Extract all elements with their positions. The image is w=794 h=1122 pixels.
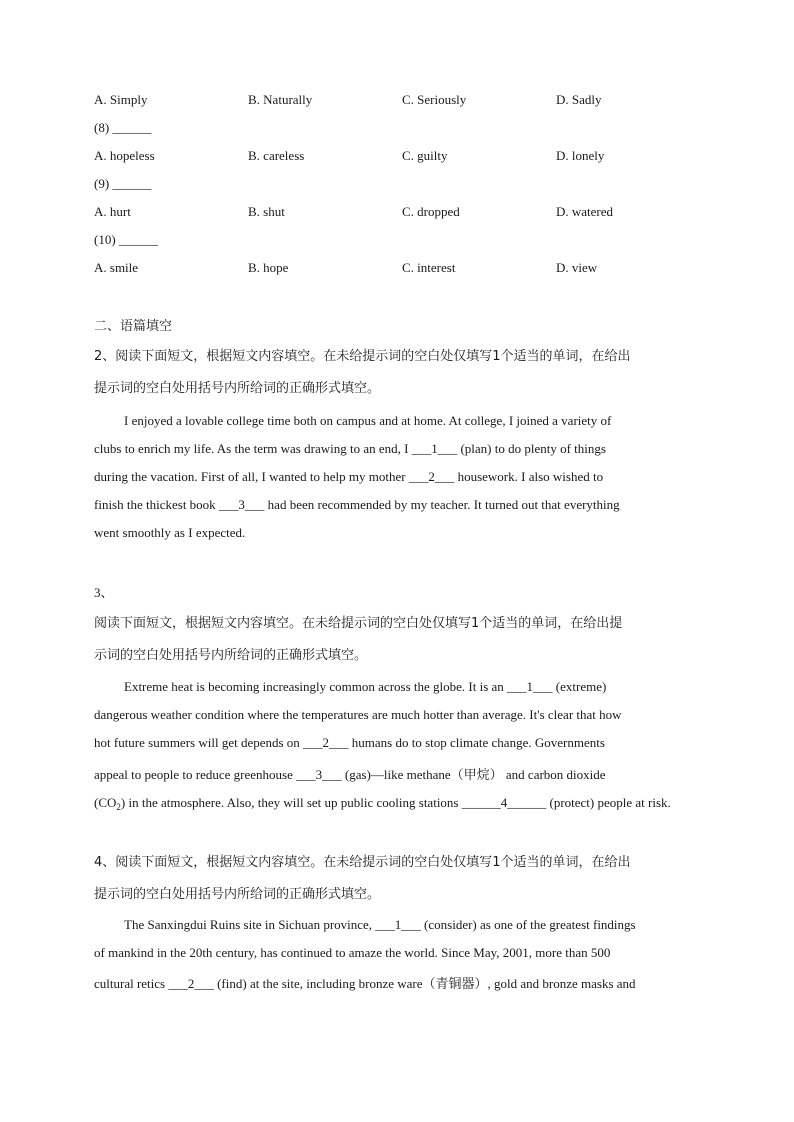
passage-line: hot future summers will get depends on ___2___ humans do to stop climate change. Governments: [94, 735, 605, 750]
passage-line: appeal to people to reduce greenhouse ___3___ (gas)—like methane（甲烷） and carbon dioxide: [94, 767, 606, 782]
option-b: B. shut: [248, 204, 285, 219]
option-a: A. Simply: [94, 92, 148, 107]
option-a: A. hopeless: [94, 148, 155, 163]
passage-line: cultural retics ___2___ (find) at the site, including bronze ware（青铜器）, gold and bronze masks and: [94, 976, 636, 991]
passage-text: ) in the atmosphere. Also, they will set up public cooling stations ______4______ (protect) people at risk.: [120, 795, 671, 810]
subscript-text: 2: [116, 802, 121, 812]
section-title: 二、语篇填空: [94, 319, 173, 334]
question-10-label: (10) ______: [94, 232, 158, 247]
option-d: D. watered: [556, 204, 614, 219]
passage-line: Extreme heat is becoming increasingly common across the globe. It is an ___1___ (extreme): [124, 679, 607, 694]
passage-text: (CO: [94, 795, 117, 810]
option-a: A. smile: [94, 260, 139, 275]
q3-instruction-line2: 示词的空白处用括号内所给词的正确形式填空。: [94, 648, 368, 663]
question-8-label: (8) ______: [94, 120, 152, 135]
q3-instruction-line1: 阅读下面短文，根据短文内容填空。在未给提示词的空白处仅填写1个适当的单词，在给出提: [94, 616, 623, 631]
option-c: C. dropped: [402, 204, 460, 219]
passage-line: dangerous weather condition where the temperatures are much hotter than average. It's clear that how: [94, 707, 622, 722]
option-d: D. Sadly: [556, 92, 602, 107]
q3-number: 3、: [94, 585, 114, 600]
passage-line: I enjoyed a lovable college time both on campus and at home. At college, I joined a variety of: [124, 413, 612, 428]
option-b: B. Naturally: [248, 92, 313, 107]
option-d: D. lonely: [556, 148, 605, 163]
passage-line: clubs to enrich my life. As the term was drawing to an end, I ___1___ (plan) to do plenty of things: [94, 441, 606, 456]
passage-line: of mankind in the 20th century, has continued to amaze the world. Since May, 2001, more than 500: [94, 945, 611, 960]
option-a: A. hurt: [94, 204, 131, 219]
question-9-label: (9) ______: [94, 176, 152, 191]
option-c: C. interest: [402, 260, 456, 275]
option-d: D. view: [556, 260, 598, 275]
passage-line: during the vacation. First of all, I wanted to help my mother ___2___ housework. I also wished to: [94, 469, 604, 484]
passage-line: went smoothly as I expected.: [94, 525, 246, 540]
passage-line: The Sanxingdui Ruins site in Sichuan province, ___1___ (consider) as one of the greatest findings: [124, 917, 636, 932]
option-b: B. careless: [248, 148, 305, 163]
passage-line: finish the thickest book ___3___ had been recommended by my teacher. It turned out that everything: [94, 497, 620, 512]
q4-instruction-line1: 4、阅读下面短文，根据短文内容填空。在未给提示词的空白处仅填写1个适当的单词，在给出: [94, 855, 631, 870]
option-c: C. guilty: [402, 148, 448, 163]
q2-instruction-line2: 提示词的空白处用括号内所给词的正确形式填空。: [94, 381, 381, 396]
option-b: B. hope: [248, 260, 289, 275]
option-c: C. Seriously: [402, 92, 467, 107]
q4-instruction-line2: 提示词的空白处用括号内所给词的正确形式填空。: [94, 887, 381, 902]
passage-line: [94, 795, 671, 812]
q2-instruction-line1: 2、阅读下面短文，根据短文内容填空。在未给提示词的空白处仅填写1个适当的单词，在给出: [94, 349, 631, 364]
